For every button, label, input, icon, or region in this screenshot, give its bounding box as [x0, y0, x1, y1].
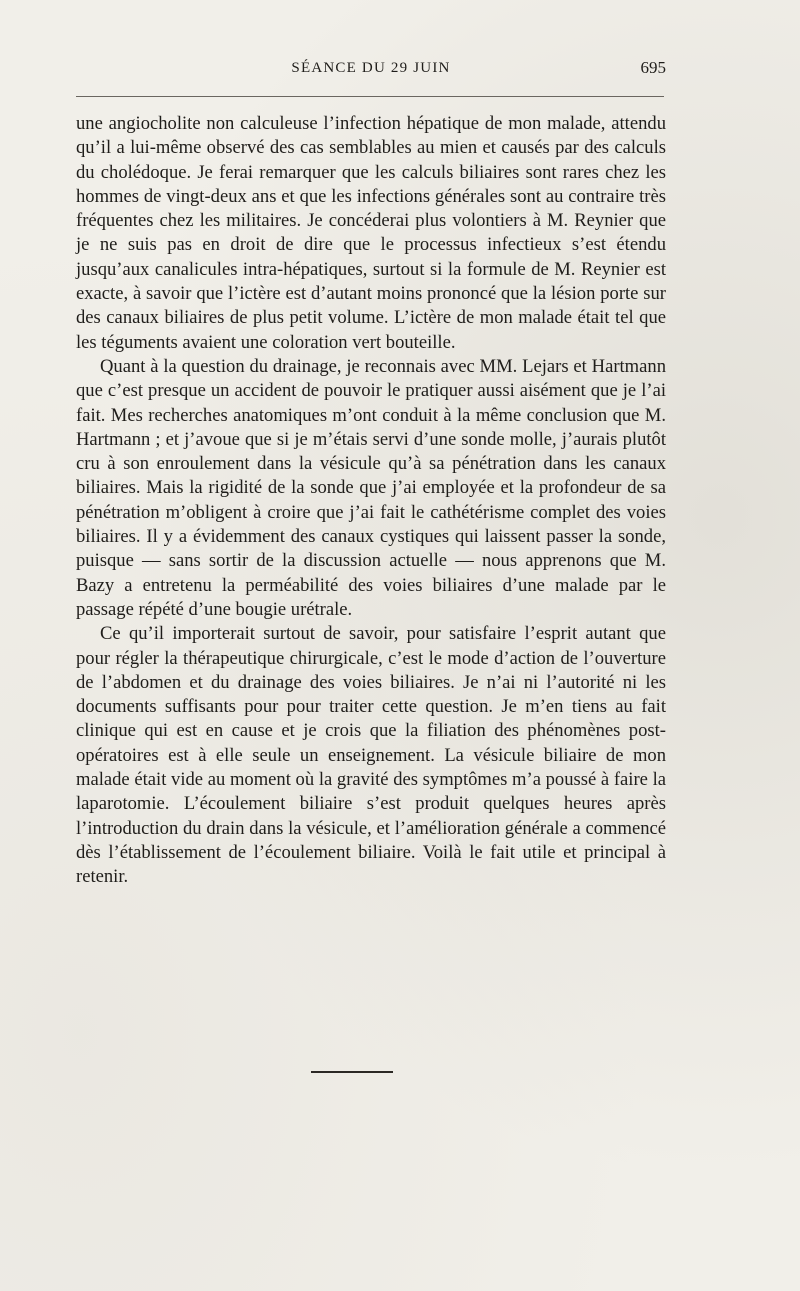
- end-rule: [311, 1071, 393, 1073]
- paragraph-continuation: une angiocholite non calculeuse l’infection hépatique de mon malade, attendu qu’il a lui-même observé des cas semblables au mien et causés par des calculs du cholédoque. Je ferai remarquer que les calculs biliaires sont rares chez les hommes de vingt-deux ans et que les infections générales sont au contraire très fréquentes chez les militaires. Je concéderai plus volontiers à M. Reynier que je ne suis pas en droit de dire que le processus infectieux s’est étendu jusqu’aux canalicules intra-hépatiques, surtout si la formule de M. Reynier est exacte, à savoir que l’ictère est d’autant moins prononcé que la lésion porte sur des canaux biliaires de plus petit volume. L’ictère de mon malade était tel que les téguments avaient une coloration vert bouteille.: [76, 113, 666, 353]
- running-head: [76, 58, 666, 82]
- header-rule: [76, 96, 664, 97]
- paragraph-drainage: Quant à la question du drainage, je reconnais avec MM. Lejars et Hartmann que c’est presque un accident de pouvoir le pratiquer aussi aisément que je l’ai fait. Mes recherches anatomiques m’ont conduit à la même conclusion que M. Hartmann ; et j’avoue que si je m’étais servi d’une sonde molle, j’aurais plutôt cru à son enroulement dans la vésicule qu’à sa pénétration dans les canaux biliaires. Mais la rigidité de la sonde que j’ai employée et la profondeur de sa pénétration m’obligent à croire que j’ai fait le cathétérisme complet des voies biliaires. Il y a évidemment des canaux cystiques qui laissent passer la sonde, puisque — sans sortir de la discussion actuelle — nous apprenons que M. Bazy a entretenu la perméabilité des voies biliaires d’une malade par le passage répété d’une bougie urétrale.: [76, 355, 666, 620]
- page-number: 695: [640, 58, 666, 77]
- body-text: [76, 112, 666, 890]
- running-title: SÉANCE DU 29 JUIN: [291, 60, 451, 76]
- paragraph-conclusion: Ce qu’il importerait surtout de savoir, pour satisfaire l’esprit autant que pour régler la thérapeutique chirurgicale, c’est le mode d’action de l’ouverture de l’abdomen et du drainage des voies biliaires. Je n’ai ni l’autorité ni les documents suffisants pour pour traiter cette question. Je m’en tiens au fait clinique qui est en cause et je crois que la filiation des phénomènes post-opératoires est à elle seule un enseignement. La vésicule biliaire de mon malade était vide au moment où la gravité des symptômes m’a poussé à faire la laparotomie. L’écoulement biliaire s’est produit quelques heures après l’introduction du drain dans la vésicule, et l’amélioration générale a commencé dès l’établissement de l’écoulement biliaire. Voilà le fait utile et principal à retenir.: [76, 623, 666, 888]
